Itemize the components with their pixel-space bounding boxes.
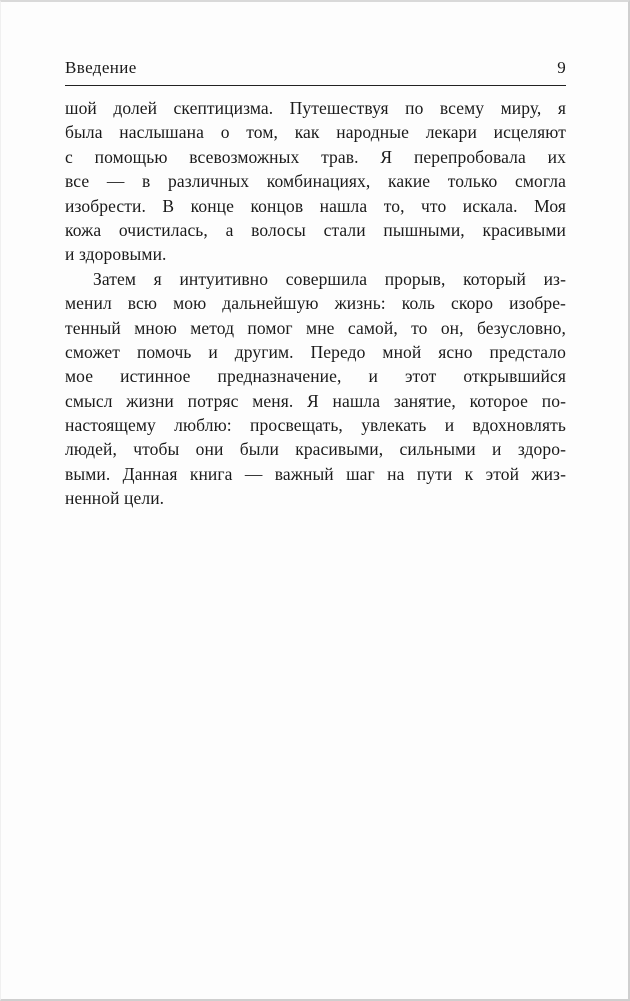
text-line: настоящему люблю: просвещать, увлекать и вдохновлять <box>65 415 566 436</box>
text-line: людей, чтобы они были красивыми, сильными и здоро- <box>65 439 566 460</box>
text-line: с помощью всевозможных трав. Я перепробовала их <box>65 146 566 167</box>
text-line: кожа очистилась, а волосы стали пышными, красивыми <box>65 219 566 240</box>
text-line: мое истинное предназначение, и этот открывшийся <box>65 366 566 387</box>
text-line: менил всю мою дальнейшую жизнь: коль скоро изобре- <box>65 293 566 314</box>
text-line: изобрести. В конце концов нашла то, что искала. Моя <box>65 195 566 216</box>
text-line: смысл жизни потряс меня. Я нашла занятие, которое по- <box>65 390 566 411</box>
text-line: Затем я интуитивно совершила прорыв, который из- <box>93 268 566 289</box>
text-line: сможет помочь и другим. Передо мной ясно предстало <box>65 341 566 362</box>
running-head <box>65 58 566 86</box>
text-line: все — в различных комбинациях, какие только смогла <box>65 171 566 192</box>
text-line: тенный мною метод помог мне самой, то он, безусловно, <box>65 317 566 338</box>
text-line: выми. Данная книга — важный шаг на пути к этой жиз- <box>65 463 566 484</box>
body-text <box>65 96 566 511</box>
chapter-title: Введение <box>65 58 137 77</box>
text-line: ненной цели. <box>65 488 165 509</box>
page-number: 9 <box>557 58 566 77</box>
text-line: и здоровыми. <box>65 244 167 265</box>
text-line: была наслышана о том, как народные лекари исцеляют <box>65 122 566 143</box>
text-line: шой долей скептицизма. Путешествуя по всему миру, я <box>65 98 566 118</box>
